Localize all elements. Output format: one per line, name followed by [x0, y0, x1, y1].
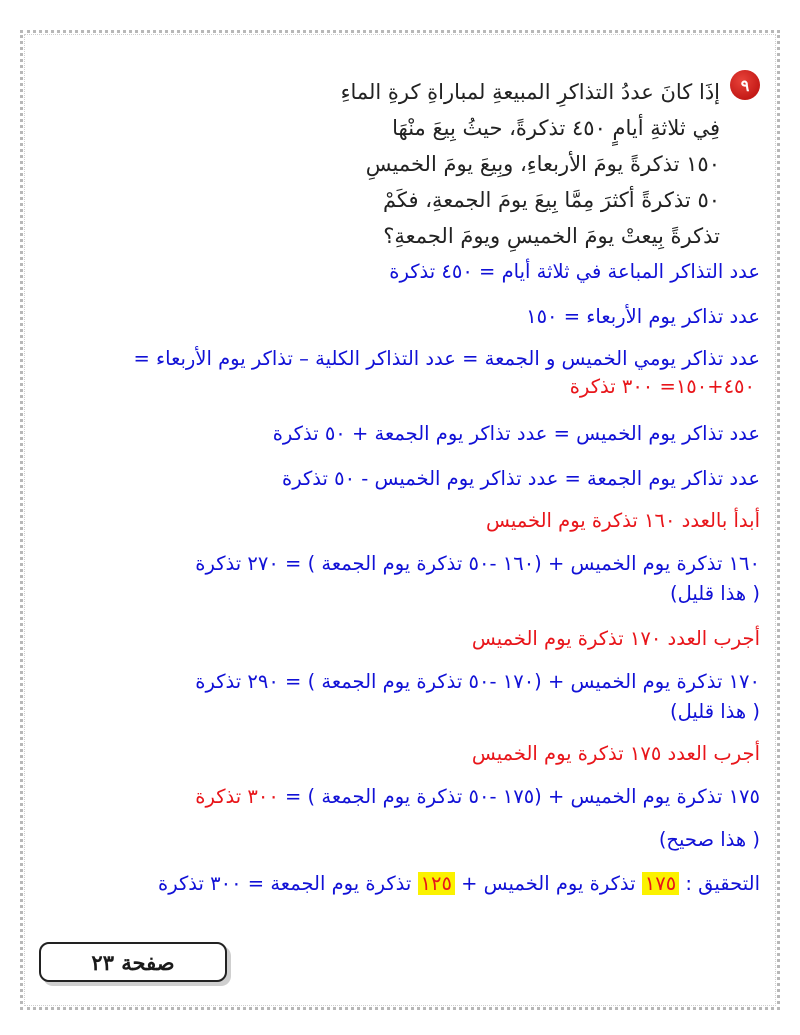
problem-line: ١٥٠ تذكرةً يومَ الأربعاءِ، وبِيعَ يومَ الخميسِ [365, 152, 720, 176]
verification-line [158, 870, 760, 898]
verification-result: تذكرة يوم الجمعة = ٣٠٠ تذكرة [158, 872, 412, 895]
trial-3-title: أجرب العدد ١٧٥ تذكرة يوم الخميس [471, 742, 760, 765]
highlight-friday-count: ١٢٥ [418, 872, 455, 895]
trial-3-expression: ١٧٥ تذكرة يوم الخميس + (١٧٥ -٥٠ تذكرة يوم الجمعة ) = [285, 785, 760, 808]
problem-line: تذكرةً بِيعتْ يومَ الخميسِ ويومَ الجمعةِ؟ [383, 224, 720, 248]
trial-3-note: ( هذا صحيح) [658, 828, 760, 851]
trial-1-equation: ١٦٠ تذكرة يوم الخميس + (١٦٠ -٥٠ تذكرة يوم الجمعة ) = ٢٧٠ تذكرة [195, 552, 760, 575]
trial-1-title: أبدأ بالعدد ١٦٠ تذكرة يوم الخميس [485, 509, 760, 532]
trial-2-equation: ١٧٠ تذكرة يوم الخميس + (١٧٠ -٥٠ تذكرة يوم الجمعة ) = ٢٩٠ تذكرة [195, 670, 760, 693]
solution-friday-relation: عدد تذاكر يوم الجمعة = عدد تذاكر يوم الخميس - ٥٠ تذكرة [282, 467, 760, 490]
problem-line: فِي ثلاثةِ أيامٍ ٤٥٠ تذكرةً، حيثُ بِيعَ منْهَا [392, 116, 720, 140]
page-content [40, 0, 760, 1035]
highlight-thursday-count: ١٧٥ [642, 872, 679, 895]
problem-block [40, 70, 760, 260]
trial-2-note: ( هذا قليل) [670, 700, 760, 723]
problem-text [341, 74, 720, 254]
verification-thursday: تذكرة يوم الخميس + [461, 872, 636, 895]
trial-1-note: ( هذا قليل) [670, 582, 760, 605]
problem-line: ٥٠ تذكرةً أكثرَ مِمَّا بِيعَ يومَ الجمعةِ، فكَمْ [382, 188, 720, 212]
trial-3-result: ٣٠٠ تذكرة [195, 785, 279, 808]
trial-2-title: أجرب العدد ١٧٠ تذكرة يوم الخميس [471, 627, 760, 650]
solution-thursday-relation: عدد تذاكر يوم الخميس = عدد تذاكر يوم الجمعة + ٥٠ تذكرة [272, 422, 760, 445]
solution-thu-fri: عدد تذاكر يومي الخميس و الجمعة = عدد التذاكر الكلية – تذاكر يوم الأربعاء = [133, 347, 760, 370]
trial-3-equation [195, 783, 760, 811]
solution-wednesday: عدد تذاكر يوم الأربعاء = ١٥٠ [526, 305, 760, 328]
page-number-tag: صفحة ٢٣ [39, 942, 227, 982]
verification-label: التحقيق : [685, 872, 760, 895]
solution-thu-fri-result: ٤٥٠+١٥٠= ٣٠٠ تذكرة [569, 375, 755, 398]
solution-total: عدد التذاكر المباعة في ثلاثة أيام = ٤٥٠ تذكرة [389, 260, 760, 283]
problem-line: إذَا كانَ عددُ التذاكرِ المبيعةِ لمباراةِ كرةِ الماءِ [340, 80, 720, 104]
problem-number-badge: ٩ [730, 70, 760, 100]
